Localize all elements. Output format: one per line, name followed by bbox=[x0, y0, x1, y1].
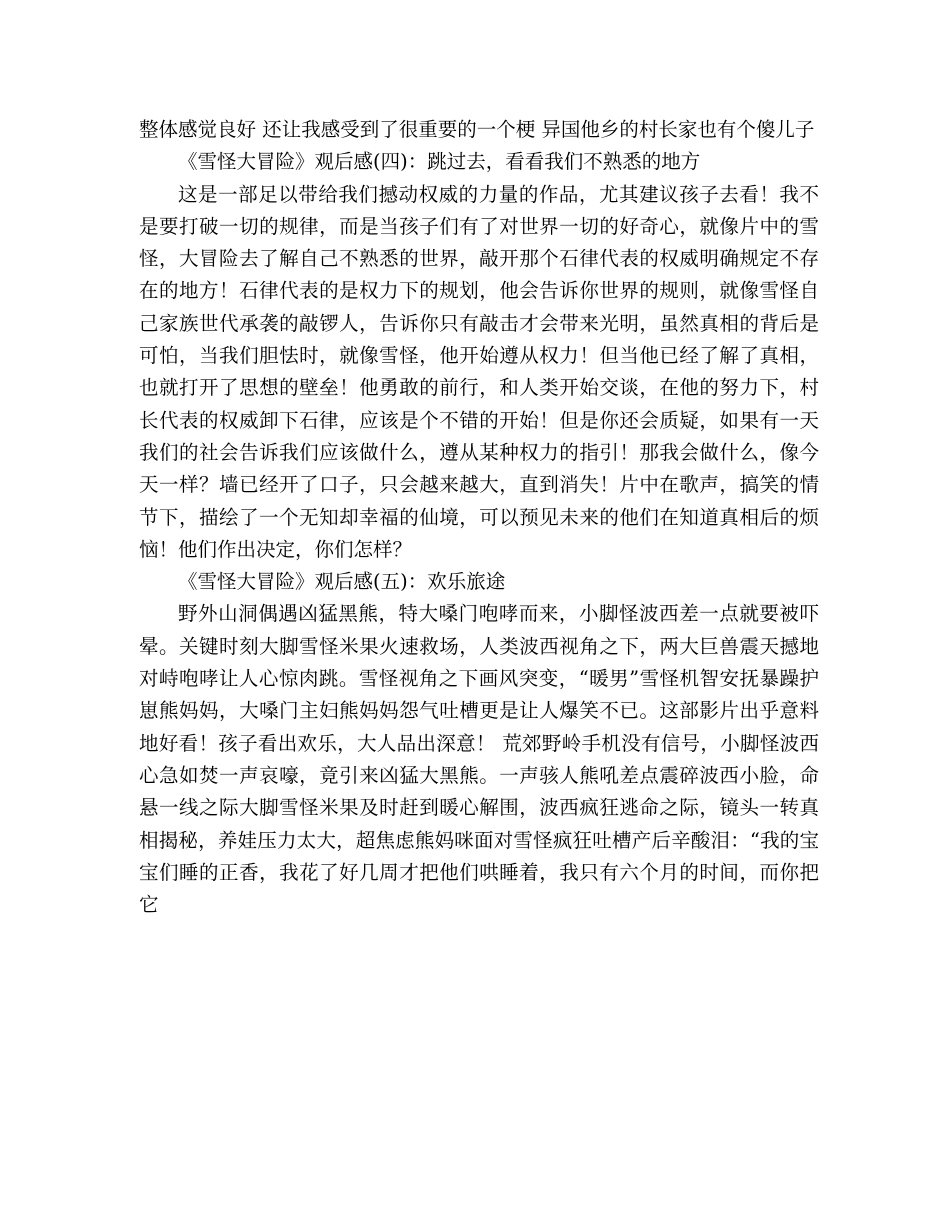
section-heading-five: 《雪怪大冒险》观后感(五)：欢乐旅途 bbox=[178, 570, 506, 594]
paragraph-review-four: 这是一部足以带给我们撼动权威的力量的作品，尤其建议孩子去看！我不是要打破一切的规律，而是当孩子们有了对世界一切的好奇心，就像片中的雪怪，大冒险去了解自己不熟悉的世界，敲开那个石律代表的权威明确规定不存在的地方！石律代表的是权力下的规划，他会告诉你世界的规则，就像雪怪自己家族世代承袭的敲锣人，告诉你只有敲击才会带来光明，虽然真相的背后是可怕，当我们胆怯时，就像雪怪，他开始遵从权力！但当他已经了解了真相，也就打开了思想的壁垒！他勇敢的前行，和人类开始交谈，在他的努力下，村长代表的权威卸下石律，应该是个不错的开始！但是你还会质疑，如果有一天我们的社会告诉我们应该做什么，遵从某种权力的指引！那我会做什么，像今天一样？墙已经开了口子，只会越来越大，直到消失！片中在歌声，搞笑的情节下，描绘了一个无知却幸福的仙境，可以预见未来的他们在知道真相后的烦恼！他们作出决定，你们怎样？ bbox=[139, 182, 819, 561]
section-heading-four: 《雪怪大冒险》观后感(四)：跳过去，看看我们不熟悉的地方 bbox=[178, 150, 701, 174]
paragraph-intro: 整体感觉良好 还让我感受到了很重要的一个梗 异国他乡的村长家也有个傻儿子 bbox=[139, 118, 815, 141]
paragraph-review-five: 野外山洞偶遇凶猛黑熊，特大嗓门咆哮而来，小脚怪波西差一点就要被吓晕。关键时刻大脚雪怪米果火速救场，人类波西视角之下，两大巨兽震天撼地对峙咆哮让人心惊肉跳。雪怪视角之下画风突变，“暖男”雪怪机智安抚暴躁护崽熊妈妈，大嗓门主妇熊妈妈怨气吐槽更是让人爆笑不已。这部影片出乎意料地好看！孩子看出欢乐，大人品出深意！ 荒郊野岭手机没有信号，小脚怪波西心急如焚一声哀嚎，竟引来凶猛大黑熊。一声骇人熊吼差点震碎波西小脸，命悬一线之际大脚雪怪米果及时赶到暖心解围，波西疯狂逃命之际，镜头一转真相揭秘，养娃压力太大，超焦虑熊妈咪面对雪怪疯狂吐槽产后辛酸泪：“我的宝宝们睡的正香，我花了好几周才把他们哄睡着，我只有六个月的时间，而你把它 bbox=[139, 602, 819, 917]
document-page bbox=[139, 114, 819, 921]
